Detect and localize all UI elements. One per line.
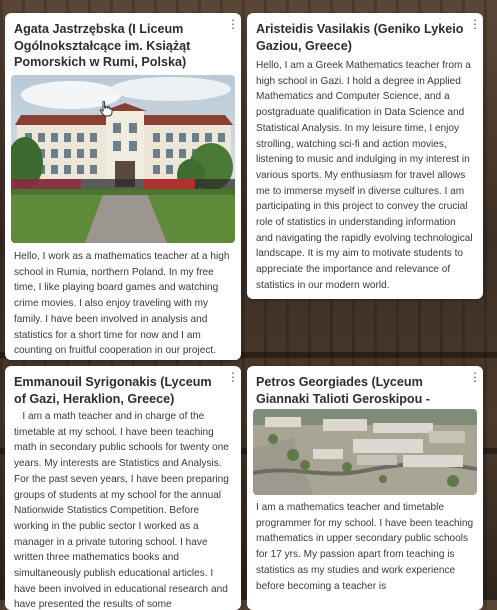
more-options-icon[interactable]: ⋮ bbox=[469, 370, 481, 384]
card-description: Hello, I work as a mathematics teacher at a high school in Rumia, northern Poland. In my free time, I like playing board games and watching crime movies. I also enjoy traveling with my family. I have been involved in analysis and statistics for a short time for now and I am counting on fruitful cooperation in our project. bbox=[14, 251, 233, 357]
post-card[interactable] bbox=[5, 366, 241, 610]
school-building-photo[interactable] bbox=[11, 75, 235, 243]
aerial-school-photo[interactable] bbox=[253, 409, 477, 495]
more-options-icon[interactable]: ⋮ bbox=[227, 370, 239, 384]
hand-pointer-icon bbox=[99, 101, 113, 117]
more-options-icon[interactable]: ⋮ bbox=[227, 17, 239, 31]
card-description: Hello, I am a Greek Mathematics teacher from a high school in Gazi. I hold a degree in Applied Mathematics and Computer Science, and a postgraduate qualification in Data Science and Statistical Analysis. In my leisure time, I enjoy strolling, watching sci-fi and action movies, listening to music and indulging in my interest in various sports. My enthusiasm for travel allows me to immerse myself in diverse cultures. I am participating in this project to convey the crucial role of statistics in understanding information and navigating the rapidly evolving technological landscape. It is my aim to motivate students to appreciate the importance and relevance of statistics in our modern world. bbox=[256, 60, 476, 291]
post-card[interactable] bbox=[5, 13, 241, 360]
card-title: Aristeidis Vasilakis (Geniko Lykeio Gaziou, Greece) bbox=[256, 22, 464, 53]
card-title: Petros Georgiades (Lyceum Giannaki Talioti Geroskipou - bbox=[256, 375, 431, 406]
card-description: I am a math teacher and in charge of the timetable at my school. I have been teaching math in secondary public schools for twenty one years. My interests are Statistics and Analysis. For the past seven years, I have been preparing groups of students at my school for the annual Nationwide Statistics Competition. Before working in the public sector I worked as a manager in a private tutoring school. I have written three mathematics books and simultaneously publish educational articles. I have been involved in educational research and have presented the results of some bbox=[14, 411, 232, 610]
more-options-icon[interactable]: ⋮ bbox=[469, 17, 481, 31]
card-title: Emmanouil Syrigonakis (Lyceum of Gazi, Heraklion, Greece) bbox=[14, 375, 212, 406]
post-card[interactable] bbox=[247, 13, 483, 299]
post-card[interactable] bbox=[247, 366, 483, 610]
card-title: Agata Jastrzębska (I Liceum Ogólnokształcące im. Książąt Pomorskich w Rumi, Polska) bbox=[14, 22, 191, 69]
card-description: I am a mathematics teacher and timetable programmer for my school. I have been teaching mathematics in upper secondary public schools for 17 yrs. My passion apart from teaching is statistics as my studies and work experience before becoming a teacher is bbox=[256, 502, 476, 592]
